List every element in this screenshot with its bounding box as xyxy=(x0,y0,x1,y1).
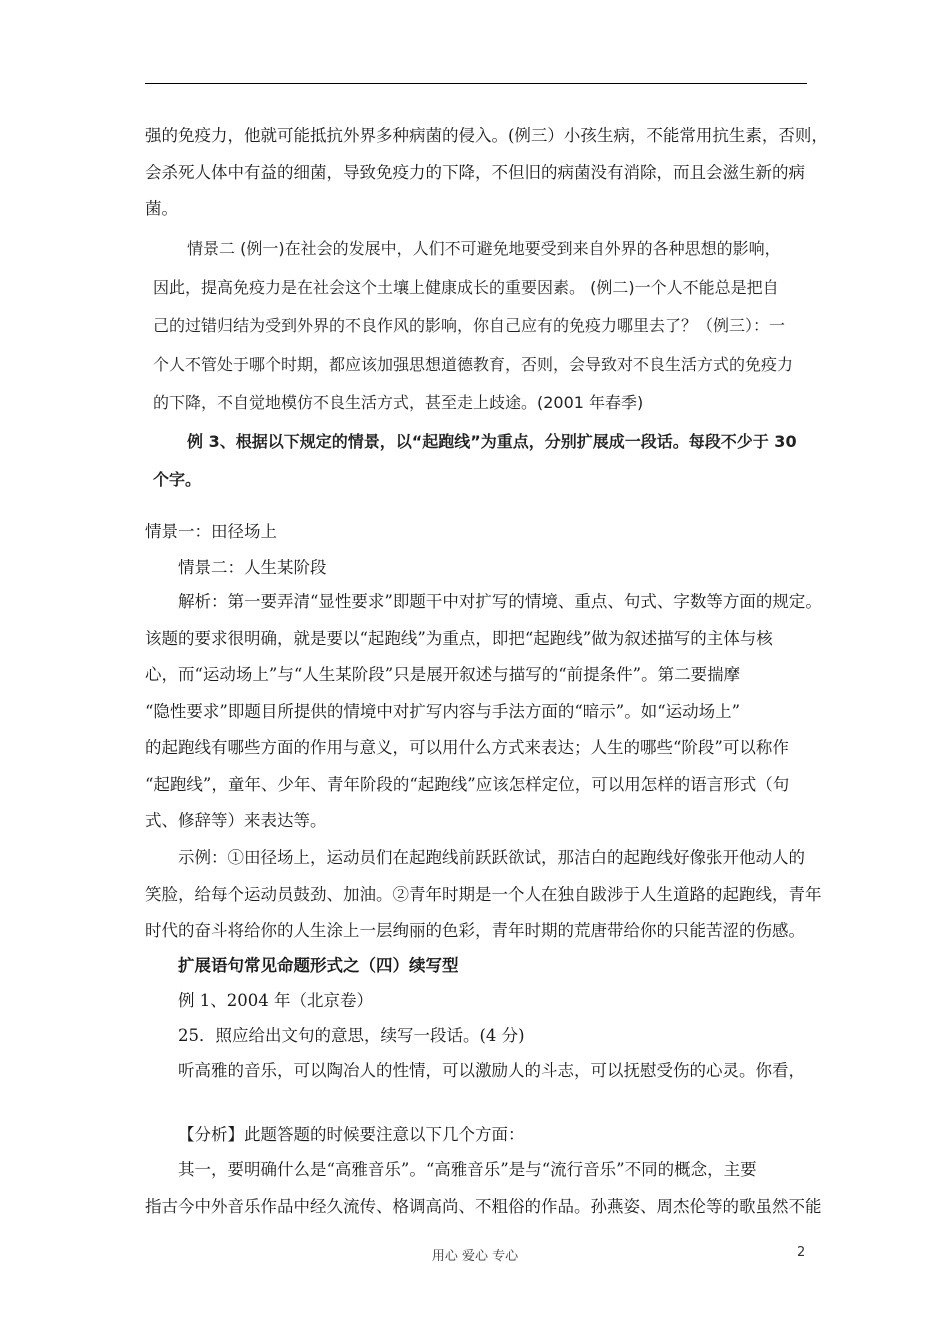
example-one-label xyxy=(145,983,848,1020)
question-25-text: 25．照应给出文句的意思，续写一段话。(4 分) xyxy=(178,1026,525,1045)
text-line: “起跑线”，童年、少年、青年阶段的“起跑线”应该怎样定位，可以用怎样的语言形式（句 xyxy=(145,774,790,794)
text-line: 的起跑线有哪些方面的作用与意义，可以用什么方式来表达；人生的哪些“阶段”可以称作 xyxy=(145,738,789,757)
text-line: 会杀死人体中有益的细菌，导致免疫力的下降，不但旧的病菌没有消除，而且会滋生新的病 xyxy=(145,162,805,182)
text-line: 强的免疫力，他就可能抵抗外界多种病菌的侵入。(例三）小孩生病，不能常用抗生素，否则， xyxy=(145,126,828,145)
text-line: 式、修辞等）来表达等。 xyxy=(145,811,327,830)
text-line: 指古今中外音乐作品中经久流传、格调高尚、不粗俗的作品。孙燕姿、周杰伦等的歌虽然不能 xyxy=(145,1196,822,1216)
scene-one xyxy=(145,514,815,551)
text-line: 个字。 xyxy=(153,470,202,489)
question-25 xyxy=(145,1018,848,1055)
text-line: 心，而“运动场上”与“人生某阶段”只是展开叙述与描写的“前提条件”。第二要揣摩 xyxy=(145,665,741,684)
scene-two xyxy=(145,550,848,587)
example-paragraph xyxy=(145,840,822,950)
text-line: 情景二 (例一)在社会的发展中，人们不可避免地要受到来自外界的各种思想的影响， xyxy=(187,239,781,258)
scene-one-text: 情景一：田径场上 xyxy=(145,522,277,541)
analysis-heading-text: 【分析】此题答题的时候要注意以下几个方面： xyxy=(178,1125,525,1144)
text-line: 示例：①田径场上，运动员们在起跑线前跃跃欲试，那洁白的起跑线好像张开他动人的 xyxy=(178,848,805,867)
text-line: 笑脸，给每个运动员鼓劲、加油。②青年时期是一个人在独自跋涉于人生道路的起跑线，青年 xyxy=(145,884,822,904)
footer-slogan: 用心 爱心 专心 xyxy=(431,1249,519,1264)
text-line: 时代的奋斗将给你的人生涂上一层绚丽的色彩，青年时期的荒唐带给你的只能苦涩的伤感。 xyxy=(145,921,805,940)
text-line: “隐性要求”即题目所提供的情境中对扩写内容与手法方面的“暗示”。如“运动场上” xyxy=(145,701,741,721)
text-line: 该题的要求很明确，就是要以“起跑线”为重点，即把“起跑线”做为叙述描写的主体与核 xyxy=(145,628,773,648)
text-line: 的下降，不自觉地模仿不良生活方式，甚至走上歧途。(2001 年春季) xyxy=(153,393,644,412)
analysis-paragraph xyxy=(145,584,822,840)
music-prompt-text: 听高雅的音乐，可以陶冶人的性情，可以激励人的斗志，可以抚慰受伤的心灵。你看， xyxy=(178,1061,805,1080)
paragraph-immunity-end xyxy=(145,118,828,228)
music-prompt xyxy=(145,1053,848,1090)
analysis-heading xyxy=(145,1117,848,1154)
section-heading-text: 扩展语句常见命题形式之（四）续写型 xyxy=(178,956,459,975)
example-one-text: 例 1、2004 年（北京卷） xyxy=(178,991,373,1010)
example-3-prompt: 例 3、根据以下规定的情景，以“起跑线”为重点，分别扩展成一段话。每段不少于 30 xyxy=(187,431,797,451)
text-line: 因此，提高免疫力是在社会这个土壤上健康成长的重要因素。 (例二)一个人不能总是把自 xyxy=(153,277,779,297)
page-number: 2 xyxy=(797,1245,806,1260)
text-line: 菌。 xyxy=(145,199,178,218)
text-line: 个人不管处于哪个时期，都应该加强思想道德教育，否则，会导致对不良生活方式的免疫力 xyxy=(153,354,794,374)
text-line: 其一，要明确什么是“高雅音乐”。“高雅音乐”是与“流行音乐”不同的概念，主要 xyxy=(178,1160,757,1179)
text-line: 解析：第一要弄清“显性要求”即题干中对扩写的情境、重点、句式、字数等方面的规定。 xyxy=(178,592,822,611)
point-one-paragraph xyxy=(145,1152,822,1225)
text-line: 己的过错归结为受到外界的不良作风的影响，你自己应有的免疫力哪里去了？（例三）：一 xyxy=(153,316,786,335)
scene-two-text: 情景二：人生某阶段 xyxy=(178,558,327,577)
header-rule xyxy=(145,83,807,84)
section-heading xyxy=(145,948,848,985)
scanned-text-block xyxy=(145,230,825,500)
